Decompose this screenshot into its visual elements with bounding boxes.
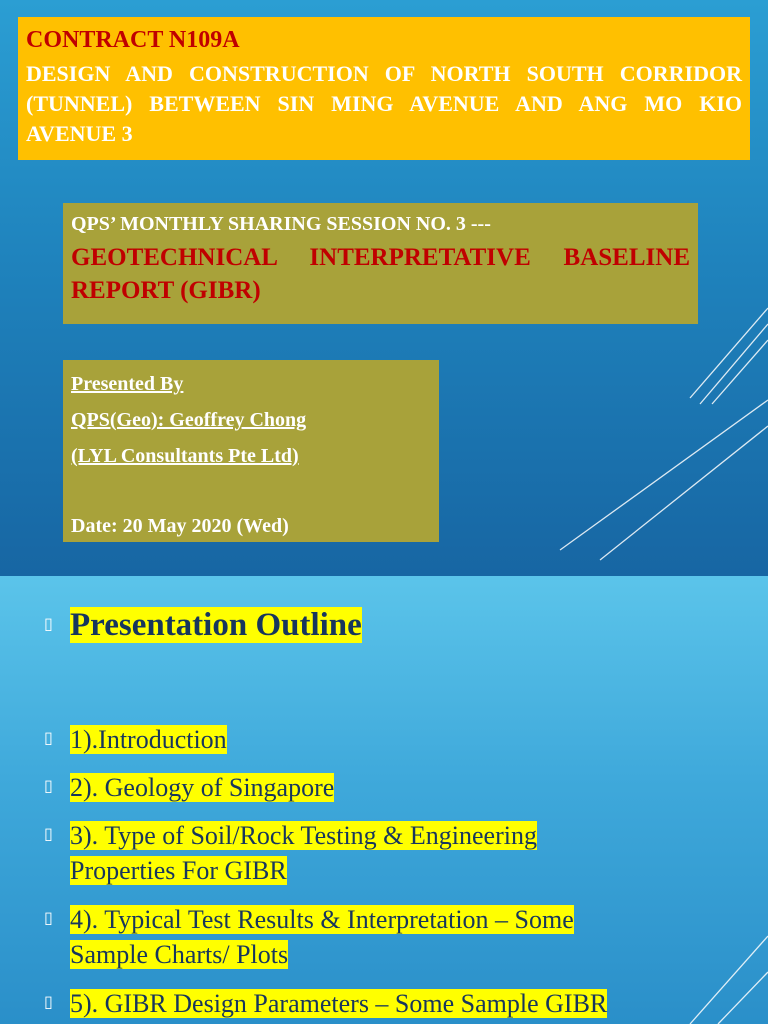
presented-by-label: Presented By <box>71 373 184 395</box>
presentation-date: Date: 20 May 2020 (Wed) <box>71 515 289 537</box>
outline-slide <box>0 576 768 1024</box>
session-label: QPS’ MONTHLY SHARING SESSION NO. 3 --- <box>71 213 491 235</box>
outline-item-3: 3). Type of Soil/Rock Testing & Engineering <box>70 821 537 850</box>
contract-box <box>18 17 750 160</box>
report-title: GEOTECHNICAL INTERPRETATIVE BASELINE REPORT (GIBR) <box>71 244 690 304</box>
outline-heading: Presentation Outline <box>70 607 362 643</box>
session-box <box>63 203 698 324</box>
outline-item-5: 5). GIBR Design Parameters – Some Sample GIBR <box>70 989 608 1018</box>
contract-title: CONTRACT N109A <box>26 27 240 53</box>
outline-item-1: 1).Introduction <box>70 725 227 754</box>
bullet-icon: ▯ <box>44 728 53 747</box>
presenter-name: QPS(Geo): Geoffrey Chong <box>71 409 307 431</box>
outline-item-2: 2). Geology of Singapore <box>70 773 335 802</box>
bullet-icon: ▯ <box>44 992 53 1011</box>
presenter-box <box>63 360 439 542</box>
bullet-icon: ▯ <box>44 824 53 843</box>
presenter-company: (LYL Consultants Pte Ltd) <box>71 445 299 467</box>
bullet-icon: ▯ <box>44 776 53 795</box>
outline-item-4: 4). Typical Test Results & Interpretation – Some <box>70 905 574 934</box>
outline-item-3-cont: Properties For GIBR <box>70 856 287 885</box>
contract-description: DESIGN AND CONSTRUCTION OF NORTH SOUTH CORRIDOR (TUNNEL) BETWEEN SIN MING AVENUE AND ANG MO KIO AVENUE 3 <box>26 61 742 146</box>
outline-item-4-cont: Sample Charts/ Plots <box>70 940 289 969</box>
bullet-icon: ▯ <box>44 908 53 927</box>
bullet-icon: ▯ <box>44 614 53 633</box>
